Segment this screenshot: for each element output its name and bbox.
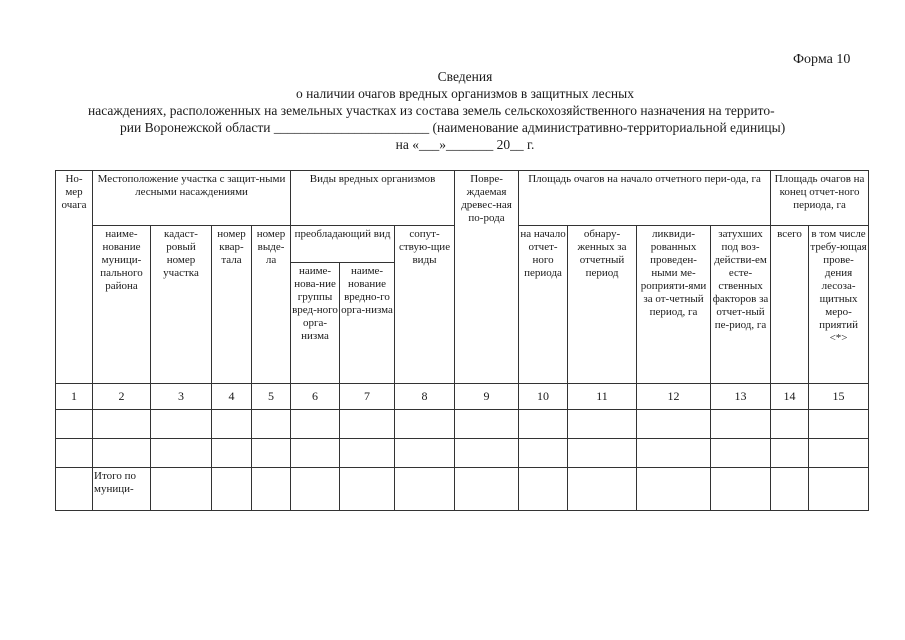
table-cell[interactable] <box>291 410 340 439</box>
title-line-3: насаждениях, расположенных на земельных участках из состава земель сельскохозяйственного назначения на террито- <box>88 103 775 118</box>
header-row-1 <box>56 171 869 226</box>
header-area-start: Площадь очагов на начало отчетного пери-ода, га <box>519 171 771 226</box>
table-cell[interactable] <box>711 439 771 468</box>
table-cell[interactable] <box>637 468 711 511</box>
table-cell[interactable] <box>340 410 395 439</box>
table-cell[interactable] <box>519 410 568 439</box>
header-species: Виды вредных организмов <box>291 171 455 226</box>
header-cadastral: кадаст-ровый номер участка <box>151 226 212 384</box>
table-cell[interactable] <box>212 410 252 439</box>
table-cell[interactable] <box>519 439 568 468</box>
header-requiring: в том числе требу-ющая прове-дения лесоза-щитных меро-приятий <*> <box>809 226 869 384</box>
table-cell[interactable] <box>637 439 711 468</box>
table-cell[interactable] <box>151 468 212 511</box>
table-cell[interactable] <box>455 468 519 511</box>
table-cell[interactable] <box>93 410 151 439</box>
table-cell[interactable] <box>395 439 455 468</box>
table-cell[interactable] <box>568 439 637 468</box>
header-dominant: преобладающий вид <box>291 226 395 263</box>
table-cell[interactable] <box>711 468 771 511</box>
header-faded: затухших под воз-действи-ем есте-ственных факторов за отчет-ный пе-риод, га <box>711 226 771 384</box>
table-cell[interactable] <box>291 468 340 511</box>
header-quarter: номер квар-тала <box>212 226 252 384</box>
table-cell[interactable] <box>291 439 340 468</box>
header-detected: обнару-женных за отчетный период <box>568 226 637 384</box>
table-cell[interactable] <box>771 468 809 511</box>
header-tree: Повре-ждаемая древес-ная по-рода <box>455 171 519 384</box>
table-cell[interactable] <box>395 410 455 439</box>
table-cell[interactable] <box>56 410 93 439</box>
header-area-end: Площадь очагов на конец отчет-ного периода, га <box>771 171 869 226</box>
table-cell[interactable] <box>809 468 869 511</box>
table-cell[interactable] <box>637 410 711 439</box>
header-municipal: наиме-нование муници-пального района <box>93 226 151 384</box>
table-cell[interactable] <box>340 439 395 468</box>
total-row <box>56 468 869 511</box>
table-cell[interactable] <box>519 468 568 511</box>
header-allotment: номер выде-ла <box>252 226 291 384</box>
table-cell[interactable] <box>771 439 809 468</box>
table-cell[interactable] <box>56 468 93 511</box>
table-cell[interactable] <box>212 468 252 511</box>
header-accompanying: сопут-ствую-щие виды <box>395 226 455 384</box>
table-cell[interactable] <box>151 410 212 439</box>
column-number-row <box>56 384 869 410</box>
table-cell[interactable] <box>93 439 151 468</box>
column-number: 5 <box>252 384 291 410</box>
column-number: 9 <box>455 384 519 410</box>
table-row <box>56 439 869 468</box>
column-number: 7 <box>340 384 395 410</box>
header-pest-name: наиме-нование вредно-го орга-низма <box>340 263 395 384</box>
column-number: 14 <box>771 384 809 410</box>
table-cell[interactable] <box>151 439 212 468</box>
header-number: Но-мер очага <box>56 171 93 384</box>
table-cell[interactable] <box>771 410 809 439</box>
column-number: 12 <box>637 384 711 410</box>
header-at-start: на начало отчет-ного периода <box>519 226 568 384</box>
table-cell[interactable] <box>568 410 637 439</box>
table-cell[interactable] <box>252 468 291 511</box>
header-location: Местоположение участка с защит-ными лесными насаждениями <box>93 171 291 226</box>
header-total: всего <box>771 226 809 384</box>
title-line-4: рии Воронежской области _______________________ (наименование административно-территориальной единицы) <box>120 120 786 135</box>
table-cell[interactable] <box>568 468 637 511</box>
table-cell[interactable] <box>340 468 395 511</box>
header-group-name: наиме-нова-ние группы вред-ного орга-низма <box>291 263 340 384</box>
table-cell[interactable] <box>212 439 252 468</box>
table-cell[interactable] <box>56 439 93 468</box>
title-line-1: Сведения <box>437 69 493 84</box>
table-cell[interactable] <box>809 410 869 439</box>
table-cell[interactable] <box>395 468 455 511</box>
column-number: 10 <box>519 384 568 410</box>
column-number: 2 <box>93 384 151 410</box>
column-number: 13 <box>711 384 771 410</box>
header-liquidated: ликвиди-рованных проведен-ными ме-роприяти-ями за от-четный период, га <box>637 226 711 384</box>
column-number: 6 <box>291 384 340 410</box>
total-label: Итого по муници- <box>93 468 151 511</box>
title-line-2: о наличии очагов вредных организмов в защитных лесных <box>296 86 634 101</box>
table-cell[interactable] <box>252 439 291 468</box>
table-cell[interactable] <box>455 439 519 468</box>
column-number: 3 <box>151 384 212 410</box>
table-cell[interactable] <box>711 410 771 439</box>
column-number: 15 <box>809 384 869 410</box>
table-row <box>56 410 869 439</box>
column-number: 11 <box>568 384 637 410</box>
table-cell[interactable] <box>252 410 291 439</box>
column-number: 1 <box>56 384 93 410</box>
column-number: 4 <box>212 384 252 410</box>
title-line-5: на «___»_______ 20__ г. <box>395 137 535 152</box>
table-cell[interactable] <box>809 439 869 468</box>
report-table <box>55 170 869 511</box>
form-number-label: Форма 10 <box>793 52 851 67</box>
table-cell[interactable] <box>455 410 519 439</box>
column-number: 8 <box>395 384 455 410</box>
document-title <box>70 68 860 153</box>
